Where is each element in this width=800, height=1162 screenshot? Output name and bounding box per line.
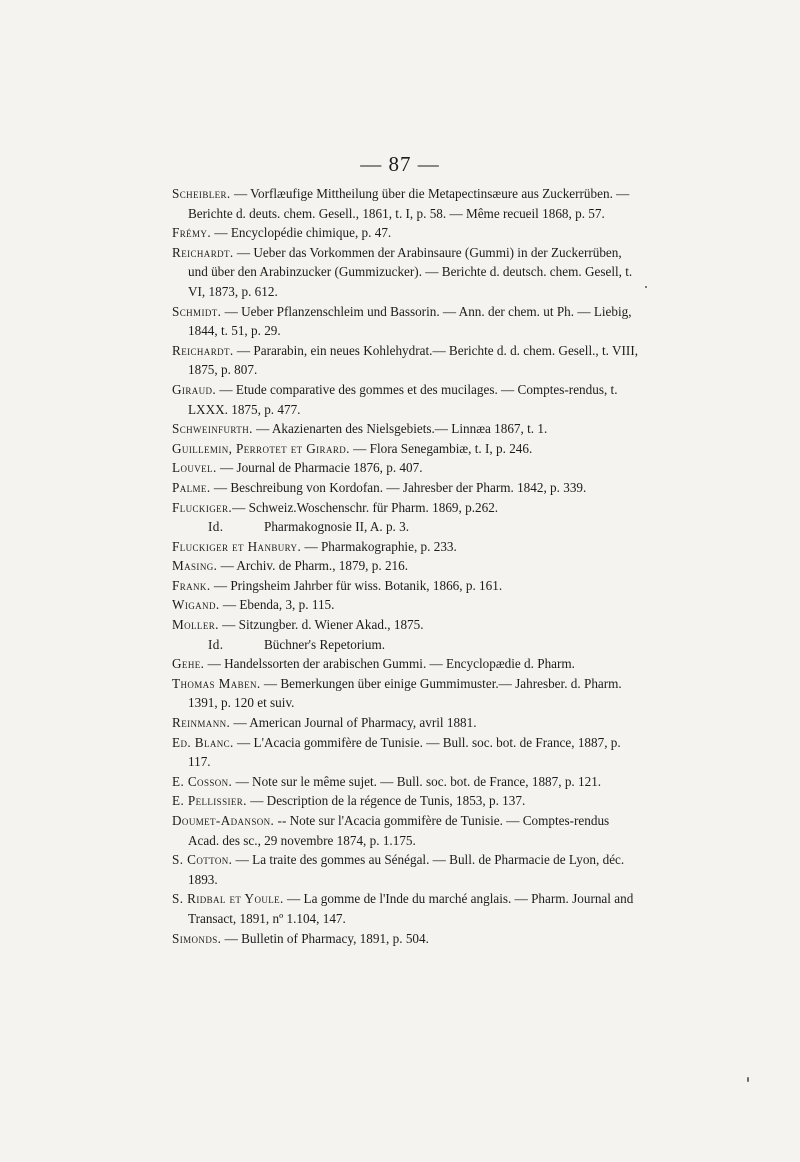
bibliography-entry xyxy=(172,713,642,733)
entry-author: Gehe. xyxy=(172,656,205,672)
entry-author: Schweinfurth. xyxy=(172,421,253,437)
entry-text: — Journal de Pharmacie 1876, p. 407. xyxy=(216,460,423,476)
entry-text: — Ueber Pflanzenschleim und Bassorin. — Ann. der chem. ut Ph. — Liebig, 1844, t. 51, p. 29. xyxy=(188,303,632,339)
entry-text: — Schweiz.Woschenschr. für Pharm. 1869, p.262. xyxy=(232,499,499,515)
bibliography-entry xyxy=(172,341,642,380)
entry-text: — Ueber das Vorkommen der Arabinsaure (Gummi) in der Zuckerrüben, und über den Arabinzucker (Gummizucker). — Berichte d. deutsch. chem. Gesell, t. VI, 1873, p. 612. xyxy=(188,244,633,299)
bibliography-entry xyxy=(172,439,642,459)
entry-author: Palme. xyxy=(172,479,211,495)
entry-author: E. Pellissier. xyxy=(172,793,247,809)
entry-text: — Pharmakographie, p. 233. xyxy=(301,538,457,554)
entry-author: Reinmann. xyxy=(172,715,231,731)
bibliography-entry xyxy=(172,850,642,889)
print-speck xyxy=(645,286,647,288)
entry-author: S. Cotton. xyxy=(172,852,233,868)
entry-author: S. Ridbal et Youle. xyxy=(172,891,284,907)
entry-author: Id. xyxy=(208,519,224,535)
entry-author: Giraud. xyxy=(172,381,217,397)
entry-text: — Note sur le même sujet. — Bull. soc. bot. de France, 1887, p. 121. xyxy=(232,773,602,789)
entry-text: — Bemerkungen über einige Gummimuster.— Jahresber. d. Pharm. 1391, p. 120 et suiv. xyxy=(188,675,622,711)
entry-author: Frank. xyxy=(172,577,211,593)
entry-text: — Archiv. de Pharm., 1879, p. 216. xyxy=(217,558,409,574)
bibliography-entry xyxy=(172,223,642,243)
entry-author: Reichardt. xyxy=(172,244,234,260)
bibliography-entry xyxy=(172,772,642,792)
entry-author: Wigand. xyxy=(172,597,220,613)
entry-author: Simonds. xyxy=(172,930,222,946)
entry-text: — Beschreibung von Kordofan. — Jahresber der Pharm. 1842, p. 339. xyxy=(210,479,587,495)
entry-author: Masing. xyxy=(172,558,218,574)
bibliography-entry xyxy=(172,674,642,713)
entry-author: Moller. xyxy=(172,617,219,633)
bibliography-entry xyxy=(172,302,642,341)
bibliography-entry xyxy=(172,654,642,674)
entry-author: Schmidt. xyxy=(172,303,222,319)
entry-text: — Sitzungber. d. Wiener Akad., 1875. xyxy=(218,617,424,633)
bibliography-entry xyxy=(172,380,642,419)
bibliography-entry xyxy=(172,498,642,518)
entry-text: — Etude comparative des gommes et des mucilages. — Comptes-rendus, t. LXXX. 1875, p. 477. xyxy=(188,381,618,417)
entry-text: — La traite des gommes au Sénégal. — Bull. de Pharmacie de Lyon, déc. 1893. xyxy=(188,852,625,887)
entry-author: Id. xyxy=(208,636,224,652)
bibliography-entry xyxy=(172,419,642,439)
bibliography-entry xyxy=(172,889,642,928)
entry-author: E. Cosson. xyxy=(172,773,233,789)
entry-text: — Vorflæufige Mittheilung über die Metapectinsæure aus Zuckerrüben. — Berichte d. deuts. chem. Gesell., 1861, t. I, p. 58. — Même recueil 1868, p. 57. xyxy=(188,186,630,221)
bibliography-entry-idem xyxy=(172,635,642,655)
entry-text: -- Note sur l'Acacia gommifère de Tunisie. — Comptes-rendus Acad. des sc., 29 novembre 1874, p. 1.175. xyxy=(188,813,610,848)
bibliography-entry xyxy=(172,791,642,811)
entry-text: — Handelssorten der arabischen Gummi. — Encyclopædie d. Pharm. xyxy=(204,656,575,672)
entry-text: — La gomme de l'Inde du marché anglais. — Pharm. Journal and Transact, 1891, nº 1.104, 147. xyxy=(188,891,634,926)
bibliography-entry xyxy=(172,733,642,772)
bibliography-entry xyxy=(172,811,642,850)
entry-text: — Ebenda, 3, p. 115. xyxy=(219,597,335,613)
entry-text: — Akazienarten des Nielsgebiets.— Linnæa 1867, t. 1. xyxy=(252,421,548,437)
print-speck xyxy=(747,1077,749,1082)
entry-author: Frémy. xyxy=(172,225,212,241)
entry-text: — Description de la régence de Tunis, 1853, p. 137. xyxy=(246,793,526,809)
entry-author: Fluckiger. xyxy=(172,499,233,515)
bibliography-entry-idem xyxy=(172,517,642,537)
entry-author: Thomas Maben. xyxy=(172,675,261,691)
bibliography-entry xyxy=(172,184,642,223)
entry-text: Büchner's Repetorium. xyxy=(264,636,386,652)
entry-author: Doumet-Adanson. xyxy=(172,813,275,828)
entry-text: Pharmakognosie II, A. p. 3. xyxy=(264,519,410,535)
entry-author: Ed. Blanc. xyxy=(172,734,234,750)
bibliography-entry xyxy=(172,929,642,949)
entry-text: — American Journal of Pharmacy, avril 1881. xyxy=(230,715,477,731)
entry-author: Reichardt. xyxy=(172,342,234,358)
bibliography-entry xyxy=(172,537,642,557)
entry-text: — Pararabin, ein neues Kohlehydrat.— Berichte d. d. chem. Gesell., t. VIII, 1875, p. 807. xyxy=(188,342,639,378)
entry-text: — Bulletin of Pharmacy, 1891, p. 504. xyxy=(221,930,429,946)
bibliography-entry xyxy=(172,595,642,615)
entry-text: — Flora Senegambiæ, t. I, p. 246. xyxy=(349,440,533,456)
entry-text: — Encyclopédie chimique, p. 47. xyxy=(211,225,392,241)
entry-author: Fluckiger et Hanbury. xyxy=(172,538,302,554)
entry-author: Scheibler. xyxy=(172,186,231,201)
bibliography-entry xyxy=(172,478,642,498)
entry-text: — Pringsheim Jahrber für wiss. Botanik, 1866, p. 161. xyxy=(210,577,503,593)
bibliography-entry xyxy=(172,576,642,596)
bibliography-entry xyxy=(172,458,642,478)
entry-text: — L'Acacia gommifère de Tunisie. — Bull. soc. bot. de France, 1887, p. 117. xyxy=(188,734,621,770)
entry-author: Louvel. xyxy=(172,460,217,476)
page-number: — 87 — xyxy=(360,152,440,176)
bibliography-entry xyxy=(172,243,642,302)
bibliography-entry xyxy=(172,556,642,576)
bibliography-entry xyxy=(172,615,642,635)
entry-author: Guillemin, Perrotet et Girard. xyxy=(172,440,350,456)
bibliography-list xyxy=(172,184,642,948)
